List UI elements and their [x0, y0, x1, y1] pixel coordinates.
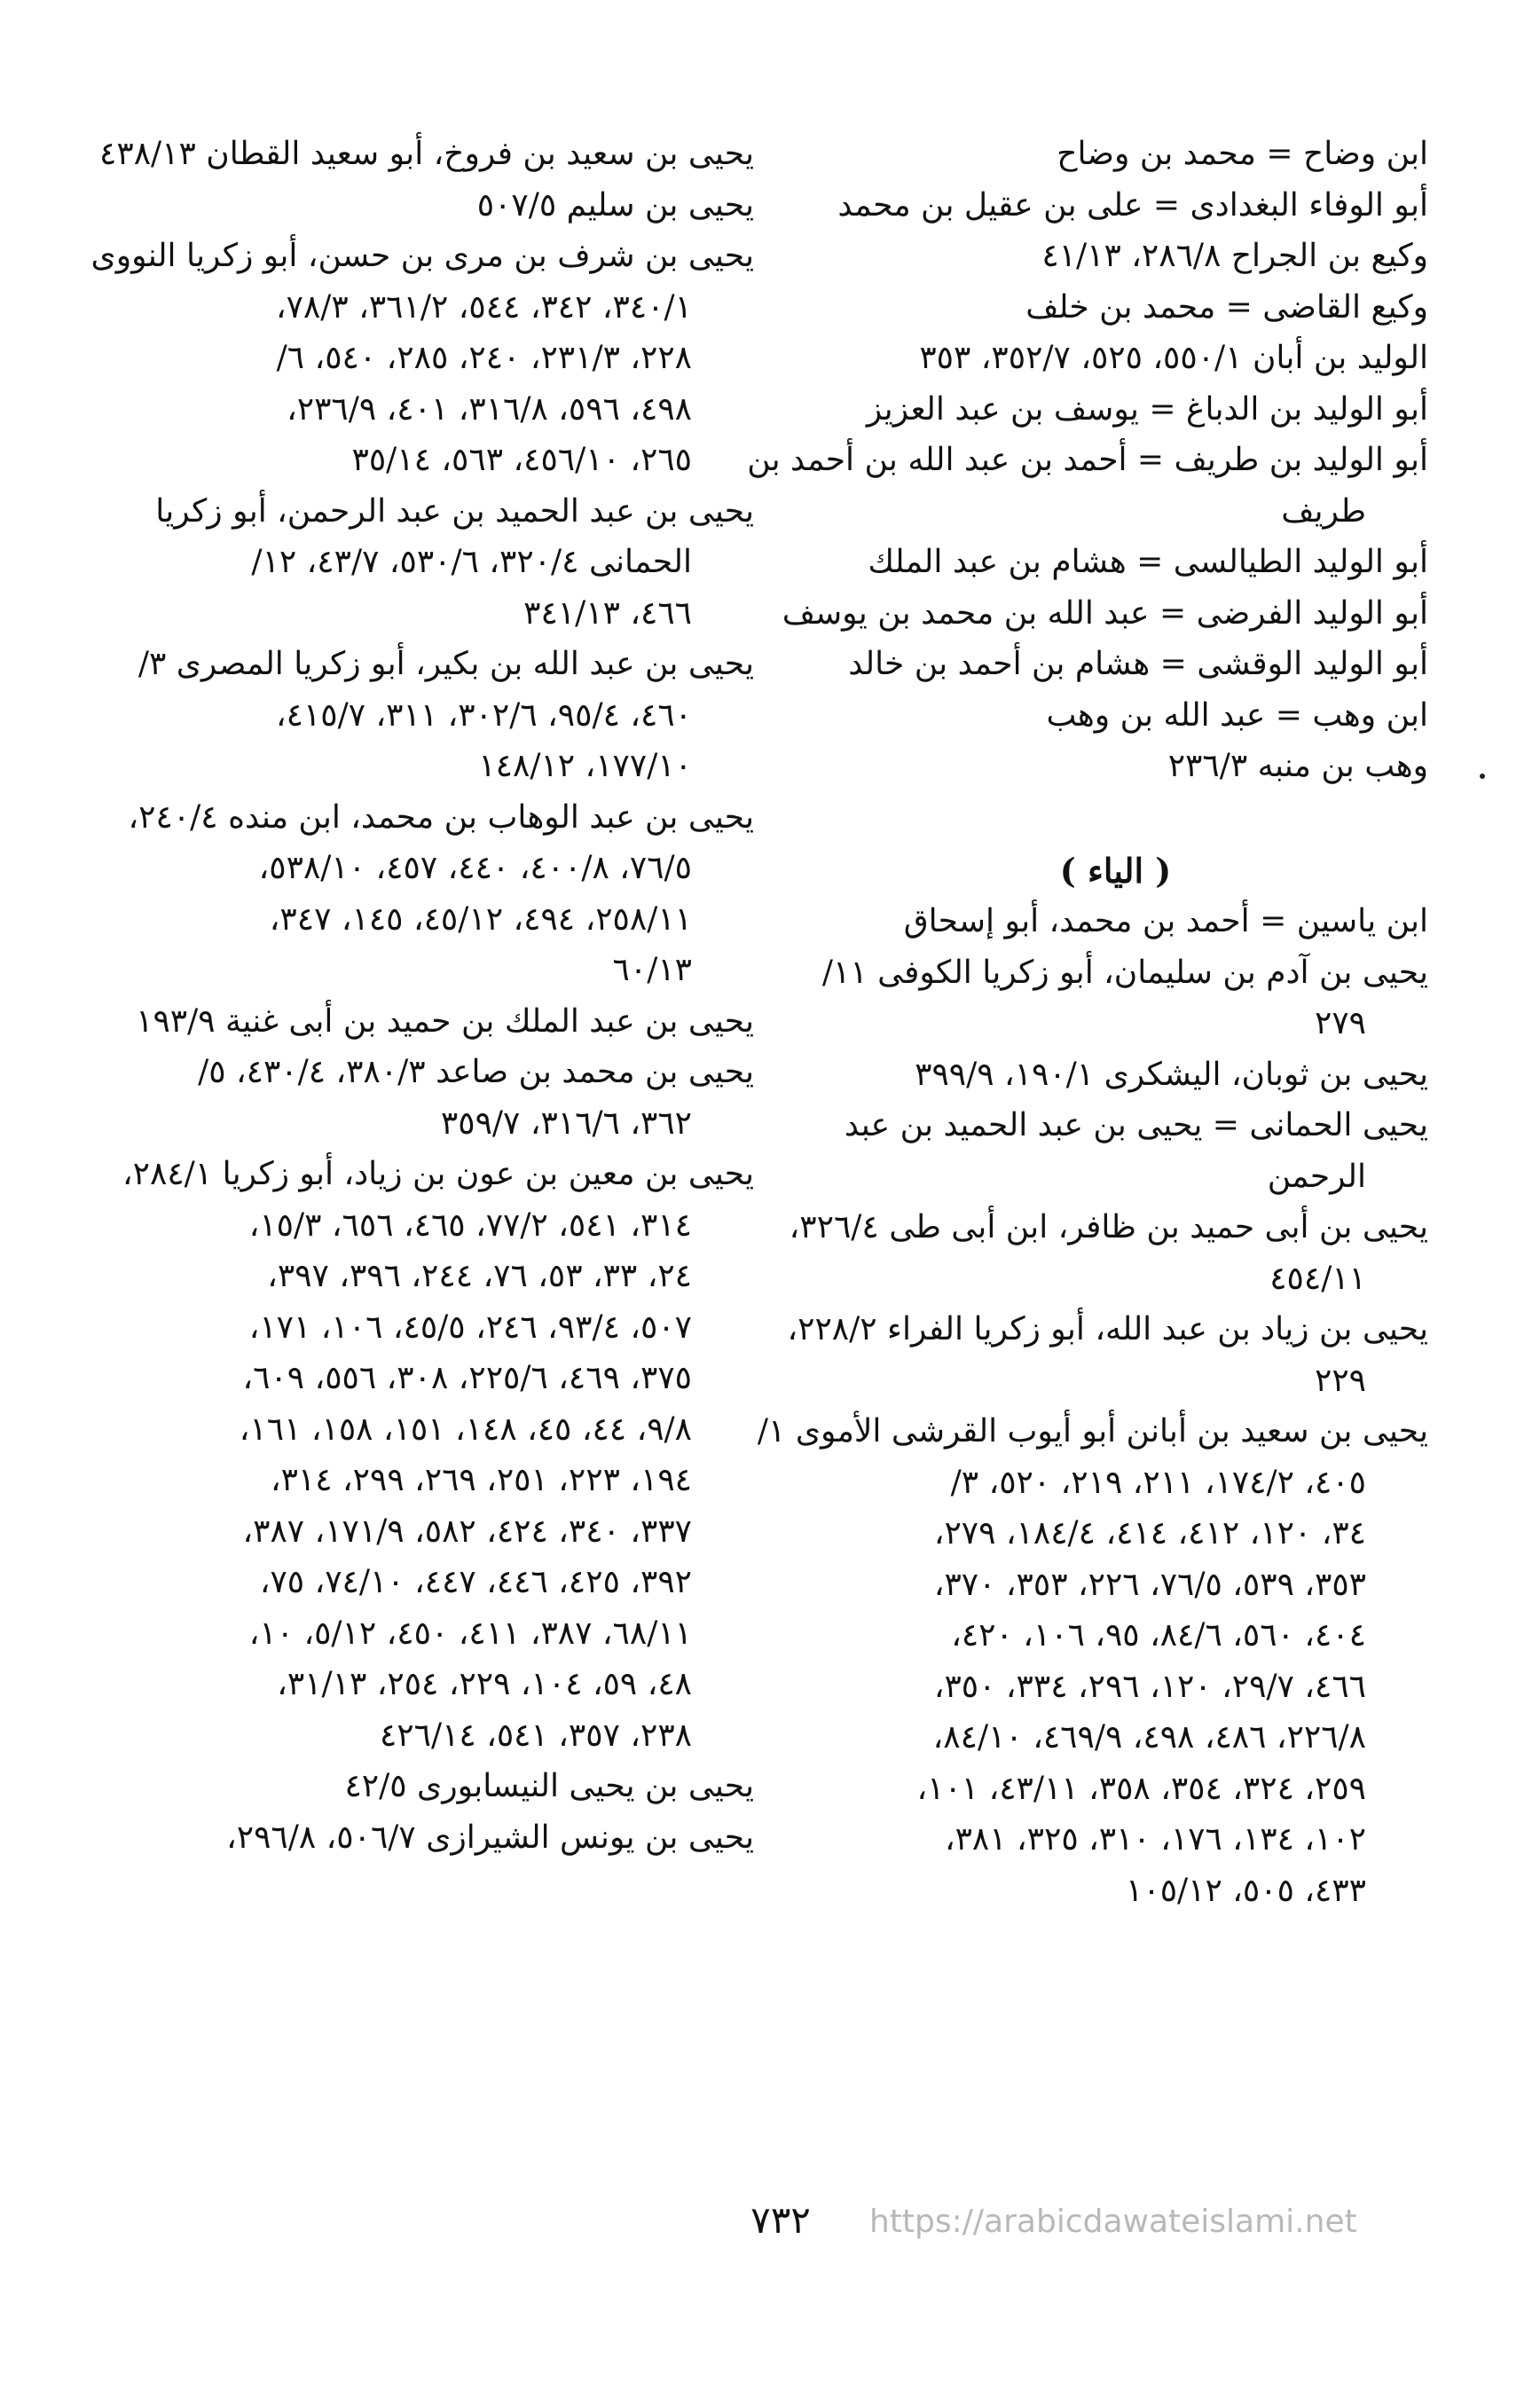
watermark-url: https://arabicdawateislami.net [869, 2204, 1357, 2240]
index-entry-continuation: طريف [1281, 492, 1366, 530]
index-entry: يحيى بن آدم بن سليمان، أبو زكريا الكوفى ١١/ [821, 954, 1428, 991]
index-entry: يحيى الحمانى = يحيى بن عبد الحميد بن عبد [844, 1107, 1428, 1143]
index-entry: يحيى بن عبد الله بن بكير، أبو زكريا المصرى ٣/ [138, 646, 754, 682]
index-entry: وهب بن منبه ٢٣٦/٣ [1167, 748, 1428, 784]
index-entry-continuation: ٤٩٨، ٥٩٦، ٣١٦/٨، ٤٠١، ٢٣٦/٩، [287, 390, 692, 428]
index-entry: أبو الوفاء البغدادى = على بن عقيل بن محمد [837, 186, 1428, 224]
index-entry: وكيع بن الجراح ٢٨٦/٨، ٤١/١٣ [1041, 238, 1428, 274]
index-entry-continuation: ٢٤، ٣٣، ٥٣، ٧٦، ٢٤٤، ٣٩٦، ٣٩٧، [267, 1258, 692, 1294]
index-entry: يحيى بن محمد بن صاعد ٣٨٠/٣، ٤٣٠/٤، ٥/ [198, 1054, 754, 1090]
index-entry: يحيى بن يحيى النيسابورى ٤٢/٥ [344, 1768, 754, 1804]
section-heading: ( الياء ) [1059, 850, 1172, 891]
page-number: ٧٣٢ [750, 2198, 811, 2242]
index-entry: أبو الوليد الطيالسى = هشام بن عبد الملك [868, 544, 1428, 580]
index-entry: وكيع القاضى = محمد بن خلف [1025, 288, 1428, 326]
index-column-right [747, 129, 1428, 1916]
index-entry-continuation: ٦٠/١٣ [612, 952, 692, 988]
index-entry-continuation: ٤٠٥، ١٧٤/٢، ٢١١، ٢١٩، ٥٢٠، ٣/ [950, 1464, 1366, 1501]
index-entry: يحيى بن شرف بن مرى بن حسن، أبو زكريا النووى [90, 238, 754, 274]
index-entry: يحيى بن زياد بن عبد الله، أبو زكريا الفراء ٢٢٨/٢، [787, 1311, 1428, 1347]
index-entry-continuation: ٢٣٨، ٣٥٧، ٥٤١، ٤٢٦/١٤ [379, 1717, 692, 1754]
index-entry: الوليد بن أبان ٥٥٠/١، ٥٢٥، ٣٥٢/٧، ٣٥٣ [919, 340, 1428, 376]
index-entry-continuation: ٣١٤، ٥٤١، ٧٧/٢، ٤٦٥، ٦٥٦، ١٥/٣، [248, 1206, 692, 1244]
index-entry-continuation: ٤٦٦، ٣٤١/١٣ [523, 594, 692, 632]
index-entry-continuation: ٢٢٩ [1314, 1362, 1366, 1399]
index-entry-continuation: ٣٦٢، ٣١٦/٦، ٣٥٩/٧ [440, 1104, 692, 1142]
index-entry: يحيى بن سعيد بن فروخ، أبو سعيد القطان ٤٣٨/١٣ [99, 136, 754, 172]
index-entry-continuation: ٧٦/٥، ٤٠٠/٨، ٤٤٠، ٤٥٧، ٥٣٨/١٠، [258, 850, 692, 886]
index-entry-continuation: ٤٠٤، ٥٦٠، ٨٤/٦، ٩٥، ١٠٦، ٤٢٠، [951, 1617, 1366, 1654]
index-entry: أبو الوليد بن طريف = أحمد بن عبد الله بن أحمد بن [747, 442, 1428, 478]
index-entry-continuation: ٢٥٨/١١، ٤٩٤، ٤٥/١٢، ١٤٥، ٣٤٧، [269, 900, 692, 938]
spacer [803, 792, 1428, 845]
index-entry-continuation: ٢٦٥، ٤٥٦/١٠، ٥٦٣، ٣٥/١٤ [351, 442, 692, 478]
index-column-left [90, 129, 754, 1863]
index-entry-continuation: ٤٦٦، ٢٩/٧، ١٢٠، ٢٩٦، ٣٣٤، ٣٥٠، [933, 1668, 1366, 1705]
index-entry-continuation: ٤٦٠، ٩٥/٤، ٣٠٢/٦، ٣١١، ٤١٥/٧، [275, 696, 692, 734]
stray-dot-mark [1480, 774, 1485, 779]
index-entry: أبو الوليد الوقشى = هشام بن أحمد بن خالد [848, 646, 1428, 682]
index-entry-continuation: ٣٩٢، ٤٢٥، ٤٤٦، ٤٤٧، ٧٤/١٠، ٧٥، [259, 1564, 692, 1600]
index-entry: ابن وهب = عبد الله بن وهب [1046, 696, 1428, 734]
index-entry-continuation: ٤٥٤/١١ [1269, 1260, 1366, 1297]
index-entry-continuation: ٢٢٨، ٢٣١/٣، ٢٤٠، ٢٨٥، ٥٤٠، ٦/ [276, 340, 692, 376]
index-entry: يحيى بن أبى حميد بن ظافر، ابن أبى طى ٣٢٦/٤، [789, 1209, 1428, 1245]
index-entry-continuation: ٣٥٣، ٥٣٩، ٧٦/٥، ٢٢٦، ٣٥٣، ٣٧٠، [933, 1566, 1366, 1603]
index-entry: يحيى بن ثوبان، اليشكرى ١٩٠/١، ٣٩٩/٩ [915, 1056, 1428, 1093]
index-entry-continuation: ٤٣٣، ٥٠٥، ١٠٥/١٢ [1126, 1872, 1366, 1909]
index-entry-continuation: ٥٠٧، ٩٣/٤، ٢٤٦، ٤٥/٥، ١٠٦، ١٧١، [248, 1308, 692, 1346]
index-entry-continuation: ٢٢٦/٨، ٤٨٦، ٤٩٨، ٤٦٩/٩، ٨٤/١٠، [932, 1719, 1366, 1756]
index-entry-continuation: ١٧٧/١٠، ١٤٨/١٢ [478, 748, 692, 784]
index-entry-continuation: ٢٧٩ [1314, 1005, 1366, 1041]
index-entry-continuation: ١٩٤، ٢٢٣، ٢٥١، ٢٦٩، ٢٩٩، ٣١٤، [270, 1462, 692, 1498]
index-entry: ابن ياسين = أحمد بن محمد، أبو إسحاق [903, 903, 1428, 939]
index-entry: ابن وضاح = محمد بن وضاح [1057, 136, 1428, 172]
index-entry: يحيى بن عبد الحميد بن عبد الرحمن، أبو زكريا [155, 492, 754, 530]
index-entry: أبو الوليد الفرضى = عبد الله بن محمد بن يوسف [782, 594, 1428, 632]
index-entry: يحيى بن عبد الملك بن حميد بن أبى غنية ١٩٣/٩ [136, 1002, 754, 1040]
index-entry-continuation: ٣٣٧، ٣٤٠، ٤٢٤، ٥٨٢، ١٧١/٩، ٣٨٧، [242, 1512, 692, 1550]
index-entry-continuation: الحمانى ٣٢٠/٤، ٥٣٠/٦، ٤٣/٧، ١٢/ [251, 544, 692, 580]
index-entry-continuation: ٩/٨، ٤٤، ٤٥، ١٤٨، ١٥١، ١٥٨، ١٦١، [239, 1410, 692, 1448]
index-entry-continuation: ٣٤، ١٢٠، ٤١٢، ٤١٤، ١٨٤/٤، ٢٧٩، [933, 1515, 1366, 1552]
index-entry-continuation: ٣٤٠/١، ٣٤٢، ٥٤٤، ٣٦١/٢، ٧٨/٣، [275, 288, 692, 326]
index-entry-continuation: ٢٥٩، ٣٢٤، ٣٥٤، ٣٥٨، ٤٣/١١، ١٠١، [916, 1770, 1366, 1807]
index-entry-continuation: ٦٨/١١، ٣٨٧، ٤١١، ٤٥٠، ٥/١٢، ١٠، [248, 1614, 692, 1652]
index-entry-continuation: الرحمن [1267, 1158, 1366, 1195]
index-entry: يحيى بن معين بن عون بن زياد، أبو زكريا ٢٨٤/١، [122, 1156, 754, 1192]
index-entry-continuation: ٣٧٥، ٤٦٩، ٢٢٥/٦، ٣٠٨، ٥٥٦، ٦٠٩، [242, 1360, 692, 1396]
index-entry: يحيى بن سعيد بن أبانن أبو أيوب القرشى الأموى ١/ [757, 1413, 1428, 1449]
index-entry: يحيى بن عبد الوهاب بن محمد، ابن منده ٢٤٠/٤، [128, 798, 754, 836]
index-entry-continuation: ١٠٢، ١٣٤، ١٧٦، ٣١٠، ٣٢٥، ٣٨١، [944, 1821, 1366, 1858]
index-entry: أبو الوليد بن الدباغ = يوسف بن عبد العزيز [866, 390, 1428, 428]
index-entry: يحيى بن يونس الشيرازى ٥٠٦/٧، ٢٩٦/٨، [226, 1819, 754, 1856]
index-entry: يحيى بن سليم ٥٠٧/٥ [476, 186, 754, 224]
index-entry-continuation: ٤٨، ٥٩، ١٠٤، ٢٢٩، ٢٥٤، ٣١/١٣، [277, 1666, 692, 1702]
